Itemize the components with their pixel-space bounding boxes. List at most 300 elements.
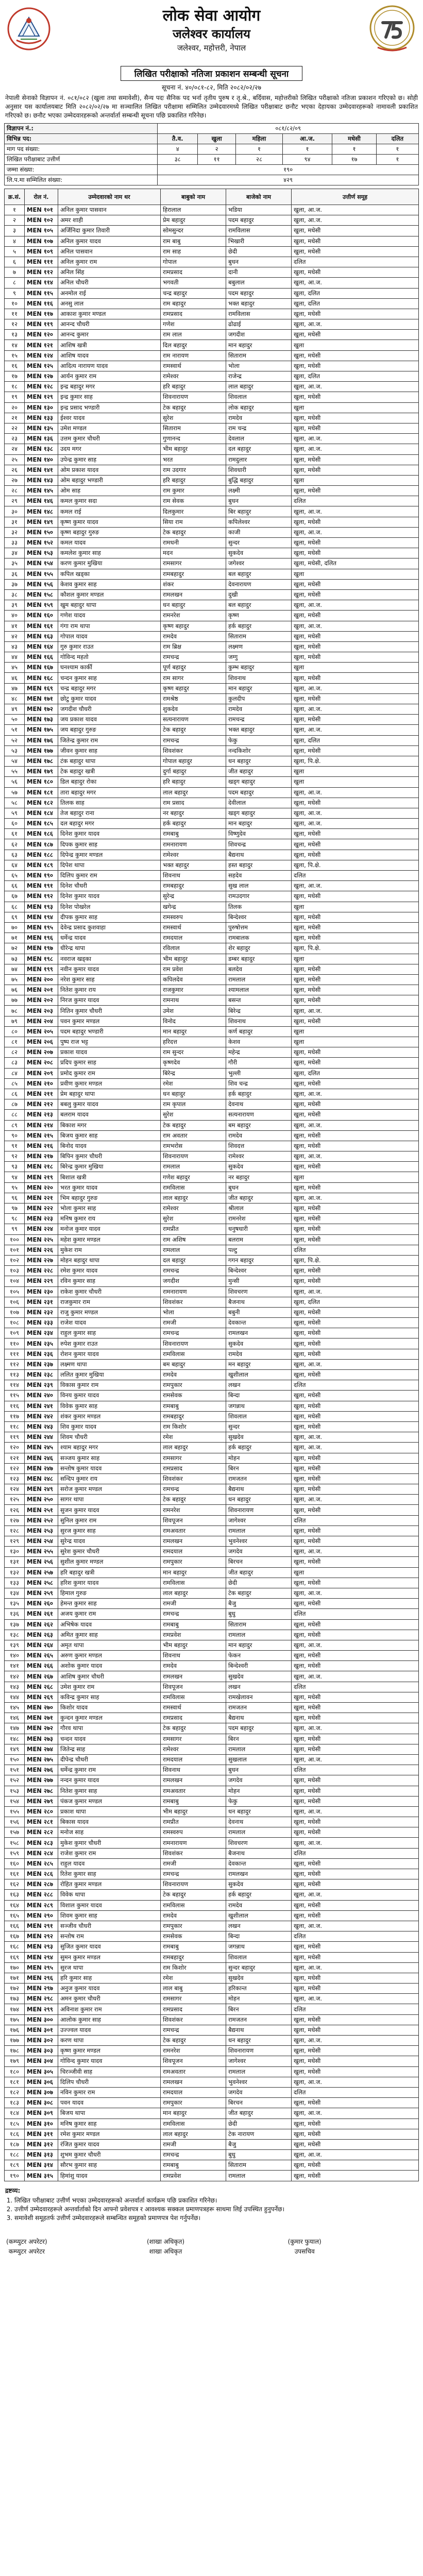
row-sn: ६० xyxy=(5,819,25,829)
row-grandfather: सुन्दर बहादुर xyxy=(226,1962,292,1973)
row-roll: MEN २८३ xyxy=(25,1838,58,1848)
row-group: खुला, मधेसी xyxy=(292,974,419,985)
row-sn: १५५ xyxy=(5,1806,25,1817)
row-grandfather: जगन्नाथ xyxy=(226,1401,292,1411)
row-sn: १३७ xyxy=(5,1619,25,1630)
row-grandfather: भक्त बहादुर xyxy=(226,298,292,309)
row-sn: १५० xyxy=(5,1754,25,1765)
row-grandfather: शिवचरण xyxy=(226,1286,292,1297)
table-row xyxy=(5,2108,419,2119)
row-group: खुला, मधेसी xyxy=(292,631,419,641)
sit-total: ४२९ xyxy=(158,175,419,185)
row-grandfather: केशव xyxy=(226,1037,292,1047)
row-roll: MEN १७१ xyxy=(25,693,58,704)
row-name: नितेश कुमार साह xyxy=(58,1786,161,1796)
row-group: खुला, मधेसी xyxy=(292,361,419,371)
row-roll: MEN २१८ xyxy=(25,1162,58,1172)
row-roll: MEN २२९ xyxy=(25,1276,58,1286)
row-roll: MEN १९९ xyxy=(25,964,58,974)
row-father: हरि बहादुर xyxy=(161,475,226,485)
row-sn: १५६ xyxy=(5,1817,25,1827)
row-father: जगदीश xyxy=(161,1276,226,1286)
row-sn: ११४ xyxy=(5,1380,25,1391)
row-roll: MEN २२८ xyxy=(25,1266,58,1276)
row-group: दलित xyxy=(292,871,419,881)
row-father: रामप्रसाद xyxy=(161,2004,226,2014)
row-group: खुला, मधेसी xyxy=(292,465,419,475)
row-sn: ११ xyxy=(5,309,25,319)
row-group: खुला, आ.ज. xyxy=(292,1806,419,1817)
row-sn: ११७ xyxy=(5,1411,25,1421)
row-name: बबलु कुमार यादव xyxy=(58,1099,161,1110)
row-group: खुला, मधेसी xyxy=(292,1952,419,1962)
row-group: खुला, मधेसी xyxy=(292,1391,419,1401)
row-roll: MEN १८० xyxy=(25,777,58,787)
row-grandfather: बलदेव xyxy=(226,964,292,974)
signature-role: कम्प्युटर अपरेटर xyxy=(8,2247,45,2255)
row-name: अभिषेक यादव xyxy=(58,1619,161,1630)
row-group: खुला, दलित xyxy=(292,298,419,309)
table-row xyxy=(5,1172,419,1182)
posts-value: ४ xyxy=(158,144,198,155)
row-name: प्रमोद कुमार राम xyxy=(58,1068,161,1078)
row-group: खुला, मधेसी xyxy=(292,1827,419,1838)
row-grandfather: सुकदेव xyxy=(226,1338,292,1349)
row-name: चन्द्र बहादुर मगर xyxy=(58,683,161,693)
table-row xyxy=(5,2004,419,2014)
row-grandfather: रामजतन xyxy=(226,1473,292,1484)
row-sn: १९ xyxy=(5,392,25,402)
row-grandfather: बैजु xyxy=(226,1599,292,1609)
table-row xyxy=(5,631,419,641)
table-row xyxy=(5,1671,419,1682)
row-name: अमर शाही xyxy=(58,215,161,226)
row-grandfather: रामजतन xyxy=(226,2014,292,2025)
row-group: खुला, मधेसी xyxy=(292,1130,419,1141)
table-row xyxy=(5,1734,419,1744)
row-father: रामपुकार xyxy=(161,1557,226,1567)
row-group: खुला, आ.ज. xyxy=(292,1432,419,1443)
table-row xyxy=(5,1661,419,1671)
row-grandfather: देवनाथ xyxy=(226,1817,292,1827)
row-roll: MEN १२७ xyxy=(25,371,58,382)
row-father: रामविलास xyxy=(161,1578,226,1588)
table-row xyxy=(5,1910,419,1921)
table-row xyxy=(5,465,419,475)
row-sn: १८२ xyxy=(5,2087,25,2097)
row-name: शंकर कुमार मण्डल xyxy=(58,1411,161,1421)
row-name: मुकेश कुमार चौधरी xyxy=(58,1838,161,1848)
row-roll: MEN ३१२ xyxy=(25,2139,58,2149)
row-group: खुला, आ.ज. xyxy=(292,1640,419,1650)
table-row xyxy=(5,2066,419,2077)
row-father: रामनारायण xyxy=(161,1838,226,1848)
row-group: खुला, मधेसी xyxy=(292,2098,419,2108)
row-roll: MEN १६४ xyxy=(25,641,58,652)
row-grandfather: रामदेव xyxy=(226,1349,292,1359)
row-group: खुला, मधेसी xyxy=(292,1328,419,1338)
row-group: खुला, मधेसी xyxy=(292,486,419,496)
table-row xyxy=(5,1182,419,1193)
row-father: शिवपूजन xyxy=(161,2056,226,2066)
row-grandfather: खड्ग बहादुर xyxy=(226,808,292,818)
row-father: रामेश्वर xyxy=(161,850,226,860)
row-name: अनिल कुमार यादव xyxy=(58,236,161,246)
row-name: खुम बहादुर थापा xyxy=(58,600,161,611)
table-row xyxy=(5,2077,419,2087)
row-name: रमेश कुमार यादव xyxy=(58,1266,161,1276)
table-row xyxy=(5,2171,419,2181)
row-father: लाल बाबु xyxy=(161,1984,226,1994)
row-father: रमेश xyxy=(161,1432,226,1443)
row-father: रामदेव xyxy=(161,1370,226,1380)
row-roll: MEN २१६ xyxy=(25,1141,58,1151)
row-father: प्रेम बहादुर xyxy=(161,215,226,226)
row-grandfather: बिरचन xyxy=(226,2098,292,2108)
row-group: खुला, मधेसी xyxy=(292,548,419,558)
posts-value: २ xyxy=(198,144,236,155)
row-sn: १५८ xyxy=(5,1838,25,1848)
row-father: हरि बहादुर xyxy=(161,777,226,787)
row-roll: MEN २१७ xyxy=(25,1151,58,1162)
row-sn: ४२ xyxy=(5,631,25,641)
row-roll: MEN १४० xyxy=(25,454,58,465)
row-group: खुला, आ.ज. xyxy=(292,1089,419,1099)
row-father: रामदेव xyxy=(161,1910,226,1921)
row-father: दिलकुमार xyxy=(161,506,226,517)
row-father: भक्त बहादुर xyxy=(161,860,226,870)
row-name: नितिन कुमार चौधरी xyxy=(58,1006,161,1016)
row-group: खुला, आ.ज. xyxy=(292,1754,419,1765)
row-group: खुला, आ.ज. xyxy=(292,1120,419,1130)
table-row xyxy=(5,1058,419,1068)
row-group: खुला, मधेसी xyxy=(292,1349,419,1359)
row-father: रामचन्द्र xyxy=(161,2025,226,2035)
row-group: खुला, आ.ज. xyxy=(292,1588,419,1598)
row-sn: १५७ xyxy=(5,1827,25,1838)
row-group: खुला, मधेसी xyxy=(292,1224,419,1234)
summary-col: आ.ज. xyxy=(282,134,332,144)
row-grandfather: जीत बहादुर xyxy=(226,1193,292,1203)
row-father: रामदयाल xyxy=(161,933,226,943)
row-sn: १६२ xyxy=(5,1879,25,1890)
row-group: खुला, मधेसी xyxy=(292,413,419,423)
row-grandfather: शिवचन्द्र xyxy=(226,839,292,850)
row-sn: २८ xyxy=(5,486,25,496)
row-name: पवन यादव xyxy=(58,2098,161,2108)
row-father: रामनाथ xyxy=(161,995,226,1006)
row-name: आदित्य नारायण यादव xyxy=(58,361,161,371)
row-roll: MEN २८६ xyxy=(25,1869,58,1879)
table-row xyxy=(5,1037,419,1047)
table-row xyxy=(5,2119,419,2129)
row-father: राम बहादुर xyxy=(161,298,226,309)
row-father: पूर्ण बहादुर xyxy=(161,663,226,673)
table-row xyxy=(5,1640,419,1650)
table-row xyxy=(5,798,419,808)
row-name: गुरु कुमार राउत xyxy=(58,641,161,652)
row-group: खुला, मधेसी xyxy=(292,1692,419,1702)
row-group: दलित xyxy=(292,1848,419,1858)
row-roll: MEN २६८ xyxy=(25,1682,58,1692)
row-sn: १५१ xyxy=(5,1765,25,1775)
row-roll: MEN २७४ xyxy=(25,1744,58,1754)
row-roll: MEN २७९ xyxy=(25,1796,58,1806)
row-roll: MEN १५० xyxy=(25,527,58,537)
row-group: खुला, मधेसी xyxy=(292,1578,419,1588)
row-name: सौरभ कुमार साह xyxy=(58,2160,161,2171)
table-row xyxy=(5,1931,419,1942)
row-father: टेक बहादुर xyxy=(161,402,226,413)
row-roll: MEN २६३ xyxy=(25,1630,58,1640)
table-row xyxy=(5,964,419,974)
row-roll: MEN १४८ xyxy=(25,506,58,517)
row-roll: MEN २१३ xyxy=(25,1110,58,1120)
table-row xyxy=(5,1994,419,2004)
row-roll: MEN २१९ xyxy=(25,1172,58,1182)
row-roll: MEN १२५ xyxy=(25,361,58,371)
row-grandfather: लाल बहादुर xyxy=(226,382,292,392)
row-sn: ७६ xyxy=(5,985,25,995)
row-name: दिपेन्द्र कुमार मण्डल xyxy=(58,850,161,860)
row-grandfather: गगन बहादुर xyxy=(226,1255,292,1265)
table-row xyxy=(5,1588,419,1598)
table-row xyxy=(5,1110,419,1120)
row-sn: ३६ xyxy=(5,569,25,579)
row-sn: १५९ xyxy=(5,1848,25,1858)
row-grandfather: श्यामलाल xyxy=(226,985,292,995)
row-grandfather: पदम बहादुर xyxy=(226,1723,292,1734)
row-name: मनोज साह xyxy=(58,1827,161,1838)
row-name: निरज कुमार यादव xyxy=(58,995,161,1006)
row-group: खुला, मधेसी xyxy=(292,1214,419,1224)
table-row xyxy=(5,1567,419,1578)
row-name: मनोज कुमार यादव xyxy=(58,1224,161,1234)
row-roll: MEN १२१ xyxy=(25,340,58,350)
row-sn: १०९ xyxy=(5,1328,25,1338)
row-sn: ७२ xyxy=(5,943,25,954)
signature-name: (कम्प्युटर अपरेटर) xyxy=(6,2238,47,2245)
row-grandfather: शिवलाल xyxy=(226,1952,292,1962)
row-roll: MEN १९६ xyxy=(25,933,58,943)
col-grandfather: बाजेको नाम xyxy=(226,189,292,205)
summary-col: महिला xyxy=(236,134,283,144)
row-father: हरि बहादुर xyxy=(161,382,226,392)
table-row xyxy=(5,871,419,881)
row-name: छोटु कुमार यादव xyxy=(58,693,161,704)
row-roll: MEN २७३ xyxy=(25,1734,58,1744)
row-group: खुला, आ.ज. xyxy=(292,1359,419,1369)
table-row xyxy=(5,454,419,465)
table-row xyxy=(5,1869,419,1879)
row-father: शिवशंकर xyxy=(161,1297,226,1307)
table-row xyxy=(5,683,419,693)
row-name: आशिष कुमार चौधरी xyxy=(58,1671,161,1682)
row-father: रामस्वरुप xyxy=(161,1827,226,1838)
row-roll: MEN १५५ xyxy=(25,569,58,579)
row-father: शिवशंकर xyxy=(161,1473,226,1484)
row-name: शिवम चौधरी xyxy=(58,1432,161,1443)
row-roll: MEN १८६ xyxy=(25,829,58,839)
row-sn: १३६ xyxy=(5,1609,25,1619)
row-name: ओम साह xyxy=(58,486,161,496)
row-grandfather: पदम बहादुर xyxy=(226,787,292,798)
row-father: सुरेश xyxy=(161,1214,226,1224)
passed-label: लिखित परीक्षाबाट उत्तीर्ण xyxy=(5,155,158,165)
row-name: कविन्द्र कुमार साह xyxy=(58,1692,161,1702)
row-roll: MEN २५७ xyxy=(25,1567,58,1578)
row-name: नितेश कुमार राय xyxy=(58,985,161,995)
row-father: रामधनी xyxy=(161,538,226,548)
row-sn: १६३ xyxy=(5,1890,25,1900)
row-group: खुला, मधेसी xyxy=(292,1713,419,1723)
row-father: रामेश्वर xyxy=(161,1204,226,1214)
table-row xyxy=(5,902,419,912)
table-row xyxy=(5,995,419,1006)
row-name: प्रकाश यादव xyxy=(58,1047,161,1058)
row-roll: MEN ३१४ xyxy=(25,2160,58,2171)
row-group: खुला, आ.ज. xyxy=(292,600,419,611)
table-row xyxy=(5,538,419,548)
table-row xyxy=(5,215,419,226)
row-group: खुला, मधेसी xyxy=(292,2171,419,2181)
row-sn: ५ xyxy=(5,246,25,257)
row-father: सुरेश xyxy=(161,413,226,423)
row-sn: १२४ xyxy=(5,1484,25,1495)
row-grandfather: कृष्ण xyxy=(226,611,292,621)
row-grandfather: मन बहादुर xyxy=(226,1359,292,1369)
row-grandfather: रामलाल xyxy=(226,1744,292,1754)
row-roll: MEN २२५ xyxy=(25,1234,58,1245)
row-father: रामप्रसाद xyxy=(161,1463,226,1473)
row-father: दिल बहादुर xyxy=(161,340,226,350)
row-grandfather: लक्ष्मी xyxy=(226,486,292,496)
row-name: कमलेश कुमार साह xyxy=(58,548,161,558)
row-name: जय प्रकाश यादव xyxy=(58,715,161,725)
row-roll: MEN २८७ xyxy=(25,1879,58,1890)
row-sn: ८ xyxy=(5,278,25,288)
row-grandfather: छेदी xyxy=(226,246,292,257)
row-roll: MEN २४४ xyxy=(25,1432,58,1443)
row-group: खुला, मधेसी xyxy=(292,922,419,933)
row-father: रमेश xyxy=(161,1078,226,1089)
table-row xyxy=(5,1026,419,1037)
row-grandfather: रामदुलार xyxy=(226,454,292,465)
table-row xyxy=(5,226,419,236)
row-father: शिवनाथ xyxy=(161,1765,226,1775)
row-father: हर्क बहादुर xyxy=(161,819,226,829)
notes-list xyxy=(5,2196,418,2223)
row-name: अनिल कुमार पासवान xyxy=(58,205,161,215)
row-sn: ८७ xyxy=(5,1099,25,1110)
row-father: रामचन्द्र xyxy=(161,1609,226,1619)
row-sn: १३३ xyxy=(5,1578,25,1588)
table-row xyxy=(5,486,419,496)
row-grandfather: राजेन्द्र xyxy=(226,371,292,382)
row-roll: MEN १७३ xyxy=(25,715,58,725)
table-row xyxy=(5,1526,419,1536)
row-grandfather: नर बहादुर xyxy=(226,1172,292,1182)
row-sn: १२१ xyxy=(5,1453,25,1463)
quota-label: विभिन्न पद: xyxy=(5,134,158,144)
row-sn: २४ xyxy=(5,444,25,454)
row-grandfather: भुवनेश्वर xyxy=(226,2077,292,2087)
row-grandfather: रामखेलावन xyxy=(226,1692,292,1702)
row-father: बम बहादुर xyxy=(161,1359,226,1369)
row-grandfather: मान बहादुर xyxy=(226,1640,292,1650)
row-group: खुला, आ.ज. xyxy=(292,683,419,693)
row-grandfather: हर्क बहादुर xyxy=(226,621,292,631)
row-name: अमृत थापा xyxy=(58,1640,161,1650)
table-row xyxy=(5,1318,419,1328)
row-group: खुला, मधेसी xyxy=(292,1984,419,1994)
table-row xyxy=(5,767,419,777)
row-roll: MEN १५८ xyxy=(25,589,58,600)
row-name: कमल कुमार सदा xyxy=(58,496,161,506)
table-row xyxy=(5,1505,419,1515)
passed-value: ३८ xyxy=(158,155,198,165)
row-father: रामचन्द्र xyxy=(161,1266,226,1276)
row-group: खुला, आ.ज. xyxy=(292,1921,419,1931)
office-name: जलेश्वर कार्यालय xyxy=(173,26,250,41)
passed-value: ९४ xyxy=(282,155,332,165)
row-father: रामसागर xyxy=(161,1453,226,1463)
signature-name: (कुमार फुयाल) xyxy=(287,2238,322,2245)
row-roll: MEN १७७ xyxy=(25,745,58,756)
row-name: आशिष यादव xyxy=(58,350,161,361)
row-grandfather: रामजतन xyxy=(226,1703,292,1713)
row-roll: MEN २२२ xyxy=(25,1204,58,1214)
row-roll: MEN २३१ xyxy=(25,1297,58,1307)
table-row xyxy=(5,2139,419,2149)
row-father: रामअवतार xyxy=(161,2066,226,2077)
row-group: खुला, मधेसी xyxy=(292,1463,419,1473)
row-sn: ११६ xyxy=(5,1401,25,1411)
row-grandfather: भडिया xyxy=(226,205,292,215)
table-row xyxy=(5,1806,419,1817)
row-group: खुला, मधेसी xyxy=(292,1786,419,1796)
row-father: हिरालाल xyxy=(161,205,226,215)
row-father: रामजी xyxy=(161,2139,226,2149)
row-sn: १४६ xyxy=(5,1713,25,1723)
row-sn: १३९ xyxy=(5,1640,25,1650)
table-row xyxy=(5,808,419,818)
row-group: खुला, आ.ज. xyxy=(292,1838,419,1848)
row-grandfather: बिरेन्द्र xyxy=(226,1006,292,1016)
row-sn: १८ xyxy=(5,382,25,392)
row-grandfather: सिताराम xyxy=(226,350,292,361)
row-father: टेक बहादुर xyxy=(161,2036,226,2046)
row-sn: ८५ xyxy=(5,1078,25,1089)
row-grandfather: कुलदीप xyxy=(226,693,292,704)
table-row xyxy=(5,725,419,735)
row-roll: MEN २९० xyxy=(25,1910,58,1921)
row-name: अरुण कुमार मण्डल xyxy=(58,1651,161,1661)
row-name: प्रकाश थापा xyxy=(58,1806,161,1817)
row-father: रामविलास xyxy=(161,1692,226,1702)
row-roll: MEN २६९ xyxy=(25,1692,58,1702)
row-name: कपिल खड्का xyxy=(58,569,161,579)
row-name: आलोक कुमार साह xyxy=(58,2014,161,2025)
row-sn: ६३ xyxy=(5,850,25,860)
row-name: रितेश कुमार साह xyxy=(58,1869,161,1879)
row-grandfather: बुद्धि बहादुर xyxy=(226,475,292,485)
row-group: खुला xyxy=(292,954,419,964)
row-grandfather: दानी xyxy=(226,267,292,278)
row-group: खुला, मधेसी xyxy=(292,715,419,725)
row-father: धन बहादुर xyxy=(161,600,226,611)
row-grandfather: हर्क बहादुर xyxy=(226,1890,292,1900)
